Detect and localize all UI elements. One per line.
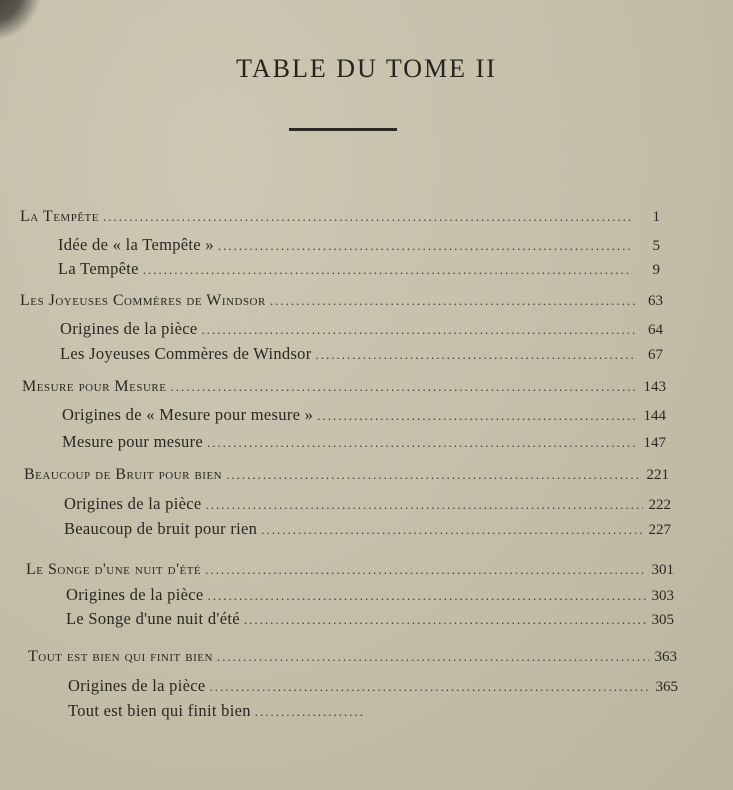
leader-dots bbox=[255, 704, 364, 720]
toc-page-number: 221 bbox=[646, 467, 669, 483]
toc-page-number: 147 bbox=[643, 435, 666, 451]
toc-entry-label: Les Joyeuses Commères de Windsor bbox=[20, 292, 266, 309]
toc-entry bbox=[64, 494, 671, 514]
toc-entry bbox=[58, 259, 660, 279]
leader-dots bbox=[103, 209, 632, 225]
toc-entry-label: Beaucoup de bruit pour rien bbox=[64, 519, 258, 538]
leader-dots bbox=[209, 679, 650, 695]
toc-entry-label: Origines de « Mesure pour mesure » bbox=[62, 405, 314, 424]
toc-entry bbox=[66, 585, 674, 605]
toc-entry-label: Origines de la pièce bbox=[64, 494, 202, 513]
toc-entry bbox=[68, 701, 368, 721]
toc-entry bbox=[62, 432, 666, 452]
toc-page-number: 222 bbox=[648, 497, 671, 513]
toc-entry-label: Tout est bien qui finit bien bbox=[28, 648, 213, 665]
toc-entry bbox=[58, 235, 660, 255]
leader-dots bbox=[143, 262, 632, 278]
toc-entry bbox=[60, 319, 663, 339]
toc-page-number: 5 bbox=[652, 238, 660, 254]
toc-entry bbox=[60, 344, 663, 364]
toc-entry-label: Le Songe d'une nuit d'été bbox=[26, 561, 202, 578]
toc-entry bbox=[64, 519, 671, 539]
toc-page-number: 63 bbox=[648, 293, 663, 309]
toc-page-number: 64 bbox=[648, 322, 663, 338]
toc-page-number: 305 bbox=[651, 612, 674, 628]
leader-dots bbox=[207, 588, 646, 604]
toc-entry-label: Beaucoup de Bruit pour bien bbox=[24, 466, 223, 483]
toc-page-number: 303 bbox=[651, 588, 674, 604]
toc-entry-label: Idée de « la Tempête » bbox=[58, 235, 214, 254]
toc-page-number: 143 bbox=[643, 379, 666, 395]
toc-page-number: 301 bbox=[651, 562, 674, 578]
toc-section-mesure bbox=[22, 378, 666, 396]
toc-entry bbox=[62, 405, 666, 425]
toc-page-number: 365 bbox=[655, 679, 678, 695]
toc-entry bbox=[66, 609, 674, 629]
toc-entry-label: La Tempête bbox=[58, 259, 139, 278]
leader-dots bbox=[201, 322, 635, 338]
toc-entry bbox=[68, 676, 678, 696]
toc-entry-label: La Tempête bbox=[20, 208, 99, 225]
toc-entry-label: Le Songe d'une nuit d'été bbox=[66, 609, 240, 628]
toc-page-number: 9 bbox=[652, 262, 660, 278]
toc-page-number: 363 bbox=[654, 649, 677, 665]
leader-dots bbox=[270, 293, 635, 309]
leader-dots bbox=[226, 467, 641, 483]
toc-page-number: 67 bbox=[648, 347, 663, 363]
toc-section-tout-est-bien bbox=[28, 648, 677, 666]
toc-entry-label: Origines de la pièce bbox=[60, 319, 198, 338]
toc-section-beaucoup-de-bruit bbox=[24, 466, 669, 484]
toc-section-songe bbox=[26, 561, 674, 579]
toc-entry-label: Origines de la pièce bbox=[68, 676, 206, 695]
leader-dots bbox=[261, 522, 643, 538]
leader-dots bbox=[218, 238, 632, 254]
toc-section-joyeuses-commeres bbox=[20, 292, 663, 310]
leader-dots bbox=[217, 649, 649, 665]
toc-page-number: 1 bbox=[652, 209, 660, 225]
toc-page-number: 227 bbox=[648, 522, 671, 538]
leader-dots bbox=[244, 612, 646, 628]
toc-entry-label: Origines de la pièce bbox=[66, 585, 204, 604]
toc-entry-label: Mesure pour Mesure bbox=[22, 378, 167, 395]
page-title: TABLE DU TOME II bbox=[236, 54, 497, 83]
leader-dots bbox=[316, 347, 635, 363]
leader-dots bbox=[317, 408, 638, 424]
leader-dots bbox=[170, 379, 638, 395]
toc-page-number: 144 bbox=[643, 408, 666, 424]
toc-entry-label: Mesure pour mesure bbox=[62, 432, 204, 451]
toc-section-tempete bbox=[20, 208, 660, 226]
leader-dots bbox=[205, 497, 643, 513]
leader-dots bbox=[205, 562, 646, 578]
toc-entry-label: Les Joyeuses Commères de Windsor bbox=[60, 344, 312, 363]
leader-dots bbox=[207, 435, 638, 451]
toc-entry-label: Tout est bien qui finit bien bbox=[68, 701, 251, 720]
